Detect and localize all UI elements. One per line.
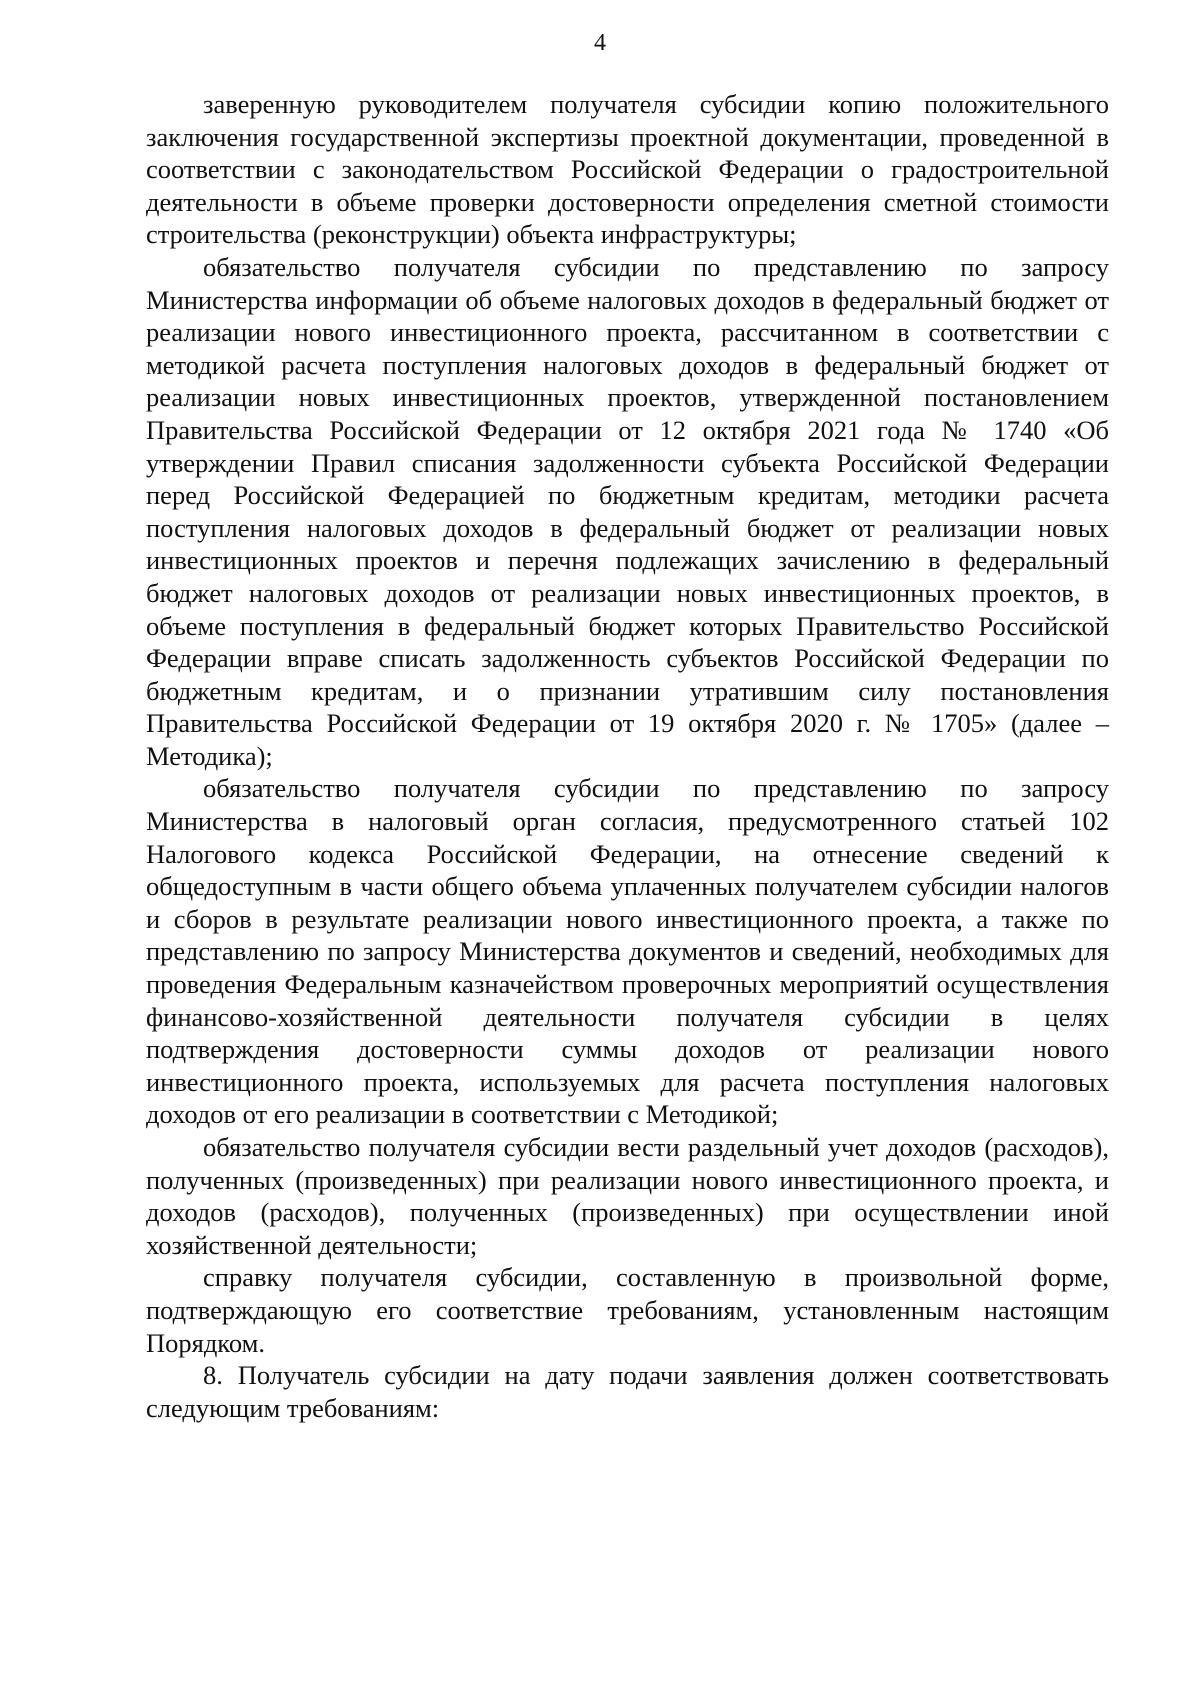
paragraph-section-8: 8. Получатель субсидии на дату подачи заявления должен соответствовать следующим требованиям: bbox=[146, 1360, 1109, 1423]
paragraph-tax-authority-consent: обязательство получателя субсидии по представлению по запросу Министерства в налоговый орган согласия, предусмотренного статьей 102 Налогового кодекса Российской Федерации, на отнесение сведений к общедоступным в части общего объема уплаченных получателем субсидии налогов и сборов в результате реализации нового инвестиционного проекта, а также по представлению по запросу Министерства документов и сведений, необходимых для проведения Федеральным казначейством проверочных мероприятий осуществления финансово-хозяйственной деятельности получателя субсидии в целях подтверждения достоверности суммы доходов от реализации нового инвестиционного проекта, используемых для расчета поступления налоговых доходов от его реализации в соответствии с Методикой; bbox=[146, 773, 1109, 1130]
paragraph-compliance-certificate: справку получателя субсидии, составленную в произвольной форме, подтверждающую его соответствие требованиям, установленным настоящим Порядком. bbox=[146, 1262, 1109, 1358]
page-number: 4 bbox=[594, 30, 606, 56]
paragraph-expertise-copy: заверенную руководителем получателя субсидии копию положительного заключения государственной экспертизы проектной документации, проведенной в соответствии с законодательством Российской Федерации о градостроительной деятельности в объеме проверки достоверности определения сметной стоимости строительства (реконструкции) объекта инфраструктуры; bbox=[146, 89, 1109, 250]
document-body bbox=[146, 88, 1109, 1424]
paragraph-separate-accounting: обязательство получателя субсидии вести раздельный учет доходов (расходов), полученных (произведенных) при реализации нового инвестиционного проекта, и доходов (расходов), полученных (произведенных) при осуществлении иной хозяйственной деятельности; bbox=[146, 1132, 1109, 1260]
paragraph-tax-income-obligation: обязательство получателя субсидии по представлению по запросу Министерства информации об объеме налоговых доходов в федеральный бюджет от реализации нового инвестиционного проекта, рассчитанном в соответствии с методикой расчета поступления налоговых доходов в федеральный бюджет от реализации новых инвестиционных проектов, утвержденной постановлением Правительства Российской Федерации от 12 октября 2021 года № 1740 «Об утверждении Правил списания задолженности субъекта Российской Федерации перед Российской Федерацией по бюджетным кредитам, методики расчета поступления налоговых доходов в федеральный бюджет от реализации новых инвестиционных проектов и перечня подлежащих зачислению в федеральный бюджет налоговых доходов от реализации новых инвестиционных проектов, в объеме поступления в федеральный бюджет которых Правительство Российской Федерации вправе списать задолженность субъектов Российской Федерации по бюджетным кредитам, и о признании утратившим силу постановления Правительства Российской Федерации от 19 октября 2020 г. № 1705» (далее – Методика); bbox=[146, 251, 1109, 771]
